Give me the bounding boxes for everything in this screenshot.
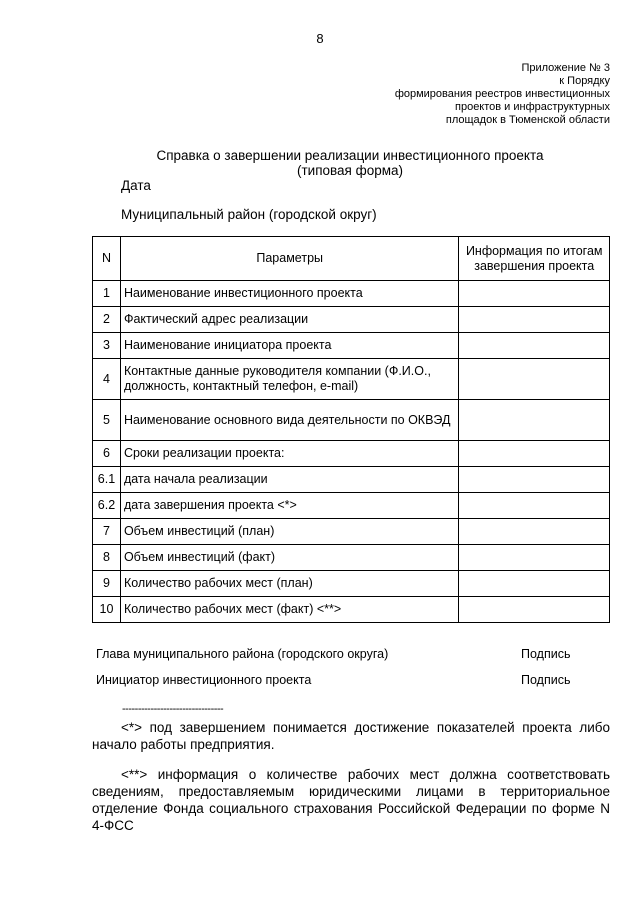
appendix-header bbox=[395, 62, 610, 127]
table-row bbox=[93, 493, 610, 519]
row-info-cell bbox=[459, 545, 610, 571]
row-info-cell bbox=[459, 597, 610, 623]
table-row bbox=[93, 597, 610, 623]
row-info-cell bbox=[459, 519, 610, 545]
row-parameter: Сроки реализации проекта: bbox=[120, 441, 459, 467]
document-title bbox=[0, 148, 640, 178]
row-info-cell bbox=[459, 359, 610, 400]
parameters-table bbox=[92, 236, 610, 623]
row-number: 6.1 bbox=[93, 467, 121, 493]
date-label: Дата bbox=[121, 178, 151, 193]
row-parameter: дата начала реализации bbox=[120, 467, 459, 493]
appendix-line: площадок в Тюменской области bbox=[445, 114, 610, 126]
row-info-cell bbox=[459, 571, 610, 597]
footnote-text: <**> информация о количестве рабочих мест должна соответствовать сведениям, предоставляемым юридическими лицами в территориальное отделение Фонда социального страхования Российской Федерации по форме N 4-ФСС bbox=[92, 767, 610, 833]
footnote-2 bbox=[92, 766, 610, 834]
row-number: 1 bbox=[93, 281, 121, 307]
row-parameter: дата завершения проекта <*> bbox=[120, 493, 459, 519]
appendix-line: формирования реестров инвестиционных bbox=[394, 88, 610, 100]
row-parameter: Наименование инвестиционного проекта bbox=[120, 281, 459, 307]
head-signature-label: Глава муниципального района (городского округа) bbox=[96, 647, 389, 661]
row-number: 3 bbox=[93, 333, 121, 359]
footnote-separator: -------------------------------- bbox=[122, 703, 224, 715]
row-number: 9 bbox=[93, 571, 121, 597]
header-info: Информация по итогам завершения проекта bbox=[459, 237, 610, 281]
row-number: 6 bbox=[93, 441, 121, 467]
row-number: 10 bbox=[93, 597, 121, 623]
row-parameter: Количество рабочих мест (факт) <**> bbox=[120, 597, 459, 623]
table-header-row bbox=[93, 237, 610, 281]
row-number: 8 bbox=[93, 545, 121, 571]
row-number: 5 bbox=[93, 400, 121, 441]
table-row bbox=[93, 545, 610, 571]
header-n: N bbox=[93, 237, 121, 281]
head-signature-field: Подпись bbox=[521, 647, 571, 661]
row-number: 7 bbox=[93, 519, 121, 545]
table-row bbox=[93, 441, 610, 467]
row-parameter: Наименование основного вида деятельности по ОКВЭД bbox=[120, 400, 459, 441]
row-parameter: Объем инвестиций (факт) bbox=[120, 545, 459, 571]
row-parameter: Контактные данные руководителя компании (Ф.И.О., должность, контактный телефон, e-mail) bbox=[120, 359, 459, 400]
row-info-cell bbox=[459, 441, 610, 467]
row-number: 2 bbox=[93, 307, 121, 333]
appendix-line: проектов и инфраструктурных bbox=[455, 101, 610, 113]
row-info-cell bbox=[459, 400, 610, 441]
row-info-cell bbox=[459, 467, 610, 493]
row-info-cell bbox=[459, 493, 610, 519]
table-row bbox=[93, 281, 610, 307]
table-row bbox=[93, 400, 610, 441]
appendix-line: к Порядку bbox=[559, 75, 610, 87]
district-label: Муниципальный район (городской округ) bbox=[121, 207, 377, 222]
footnote-text: <*> под завершением понимается достижение показателей проекта либо начало работы предприятия. bbox=[92, 720, 610, 752]
initiator-signature-field: Подпись bbox=[521, 673, 571, 687]
appendix-line: Приложение № 3 bbox=[521, 62, 610, 74]
row-parameter: Количество рабочих мест (план) bbox=[120, 571, 459, 597]
row-number: 6.2 bbox=[93, 493, 121, 519]
title-line: Справка о завершении реализации инвестиционного проекта bbox=[156, 148, 544, 163]
table-row bbox=[93, 519, 610, 545]
row-info-cell bbox=[459, 307, 610, 333]
row-parameter: Фактический адрес реализации bbox=[120, 307, 459, 333]
row-number: 4 bbox=[93, 359, 121, 400]
row-info-cell bbox=[459, 281, 610, 307]
title-subline: (типовая форма) bbox=[296, 163, 404, 178]
table-row bbox=[93, 333, 610, 359]
row-parameter: Объем инвестиций (план) bbox=[120, 519, 459, 545]
table-row bbox=[93, 359, 610, 400]
row-info-cell bbox=[459, 333, 610, 359]
footnote-1 bbox=[92, 719, 610, 753]
header-param: Параметры bbox=[120, 237, 459, 281]
table-row bbox=[93, 571, 610, 597]
table-row bbox=[93, 307, 610, 333]
row-parameter: Наименование инициатора проекта bbox=[120, 333, 459, 359]
page-number: 8 bbox=[316, 31, 324, 46]
table-row bbox=[93, 467, 610, 493]
initiator-signature-label: Инициатор инвестиционного проекта bbox=[96, 673, 312, 687]
